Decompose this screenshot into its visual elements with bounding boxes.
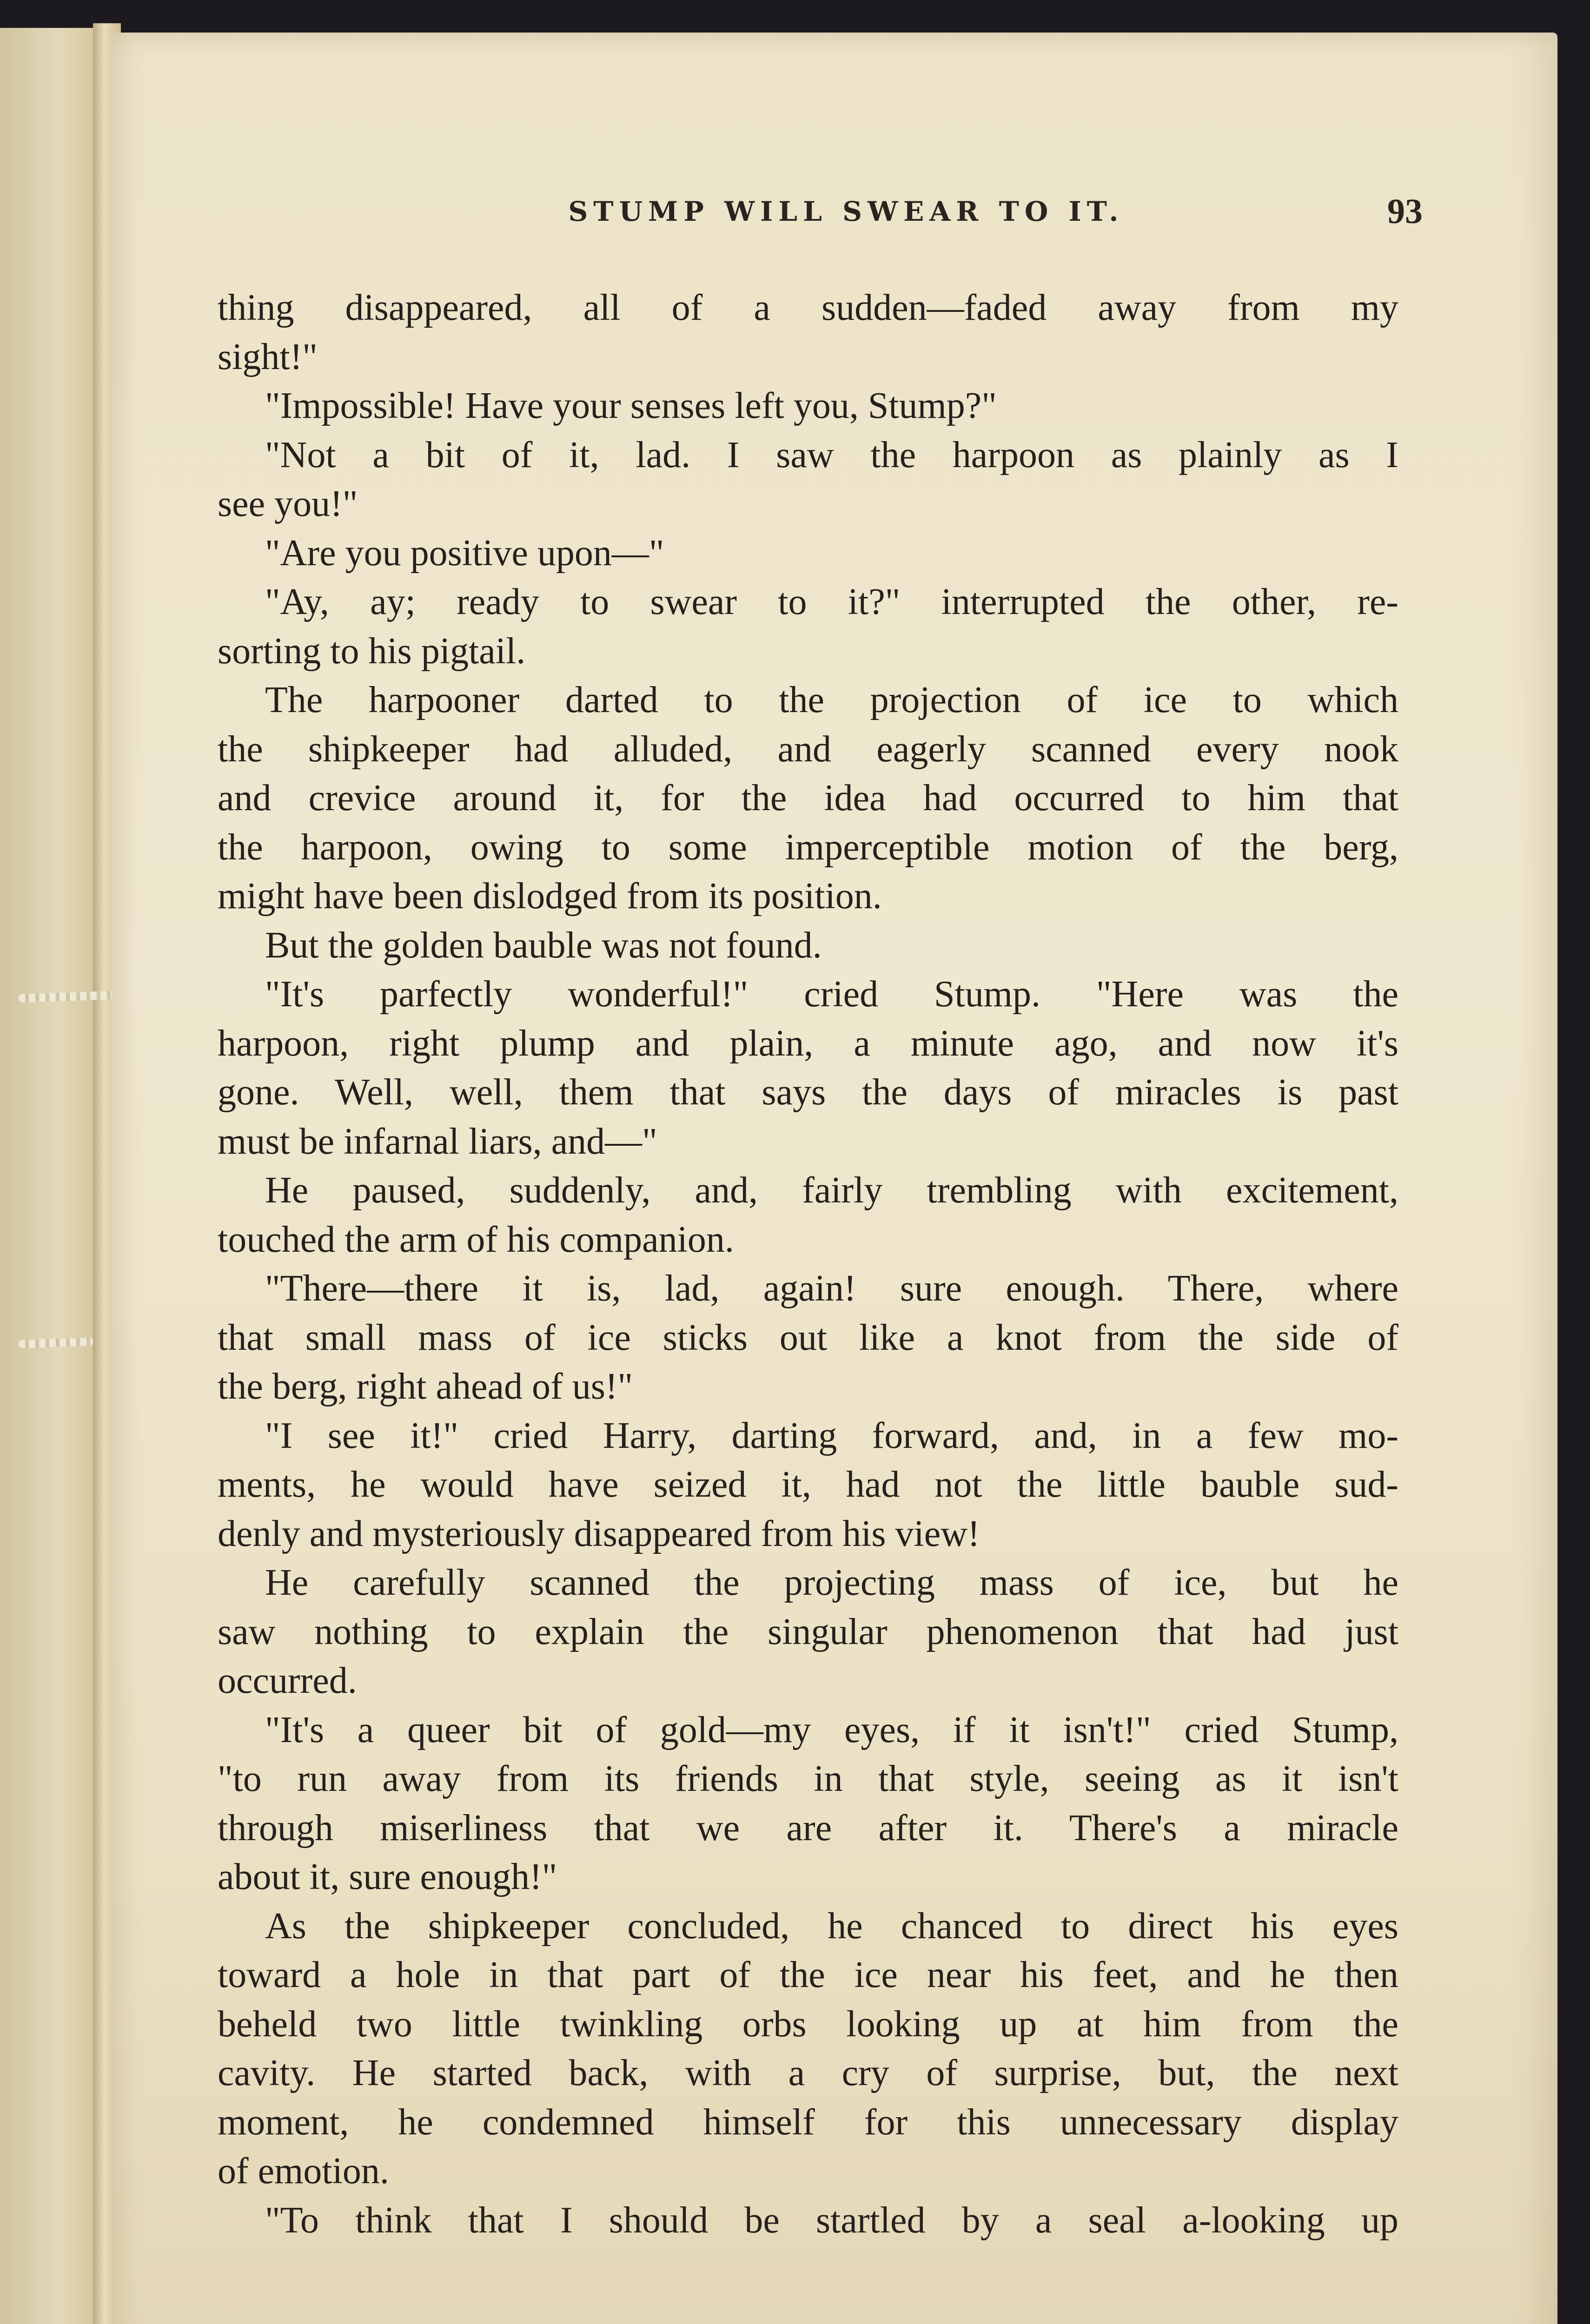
text-line: sight!" [218,336,318,377]
text-line: touched the arm of his companion. [218,1219,734,1260]
text-line: The harpooner darted to the projection of ice to which [265,680,1398,720]
text-line: moment, he condemned himself for this unnecessary display [218,2101,1398,2143]
page-number: 93 [1387,192,1423,231]
text-line: thing disappeared, all of a sudden—faded away from my [218,287,1398,328]
text-line: "Are you positive upon—" [265,532,664,574]
text-line: must be infarnal liars, and—" [218,1121,657,1162]
text-line: of emotion. [218,2151,389,2192]
text-line: He carefully scanned the projecting mass of ice, but he [265,1562,1398,1603]
text-line: see you!" [218,483,358,524]
text-line: "It's parfectly wonderful!" cried Stump. "Here was the [265,974,1398,1015]
text-line: "to run away from its friends in that style, seeing as it isn't [218,1758,1398,1799]
text-line: sorting to his pigtail. [218,630,526,672]
text-line: might have been dislodged from its position. [218,876,882,917]
text-line: that small mass of ice sticks out like a knot from the side of [218,1317,1398,1358]
text-line: saw nothing to explain the singular phenomenon that had just [218,1611,1398,1652]
text-line: "Ay, ay; ready to swear to it?" interrupted the other, re- [265,581,1398,622]
text-line: through miserliness that we are after it. There's a miracle [218,1807,1398,1849]
text-line: toward a hole in that part of the ice near his feet, and he then [218,1954,1398,1995]
text-line: about it, sure enough!" [218,1856,557,1897]
text-line: "Not a bit of it, lad. I saw the harpoon as plainly as I [265,434,1398,475]
text-line: "There—there it is, lad, again! sure enough. There, where [265,1268,1398,1309]
text-line: ments, he would have seized it, had not the little bauble sud- [218,1464,1398,1505]
page-sheet [112,33,1557,2324]
text-line: the berg, right ahead of us!" [218,1366,633,1407]
text-line: and crevice around it, for the idea had occurred to him that [218,778,1398,819]
body-text [218,284,1398,2282]
text-line: gone. Well, well, them that says the days of miracles is past [218,1072,1398,1113]
text-line: beheld two little twinkling orbs looking up at him from the [218,2003,1398,2045]
text-line: "It's a queer bit of gold—my eyes, if it isn't!" cried Stump, [265,1709,1398,1750]
facing-page-edge [0,28,107,2324]
text-line: "To think that I should be startled by a seal a-looking up [265,2199,1398,2241]
text-line: "I see it!" cried Harry, darting forward, and, in a few mo- [265,1415,1398,1456]
text-line: He paused, suddenly, and, fairly trembling with excitement, [265,1170,1398,1211]
text-line: cavity. He started back, with a cry of surprise, but, the next [218,2053,1398,2093]
text-line: But the golden bauble was not found. [265,924,822,966]
text-line: occurred. [218,1660,357,1701]
text-line: harpoon, right plump and plain, a minute ago, and now it's [218,1023,1398,1064]
text-line: denly and mysteriously disappeared from his view! [218,1513,980,1554]
page-header [112,186,1557,237]
text-line: As the shipkeeper concluded, he chanced to direct his eyes [265,1905,1398,1947]
text-line: "Impossible! Have your senses left you, Stump?" [265,385,997,426]
running-title: STUMP WILL SWEAR TO IT. [568,196,1124,227]
text-line: the harpoon, owing to some imperceptible motion of the berg, [218,826,1398,868]
text-line: the shipkeeper had alluded, and eagerly scanned every nook [218,728,1398,770]
